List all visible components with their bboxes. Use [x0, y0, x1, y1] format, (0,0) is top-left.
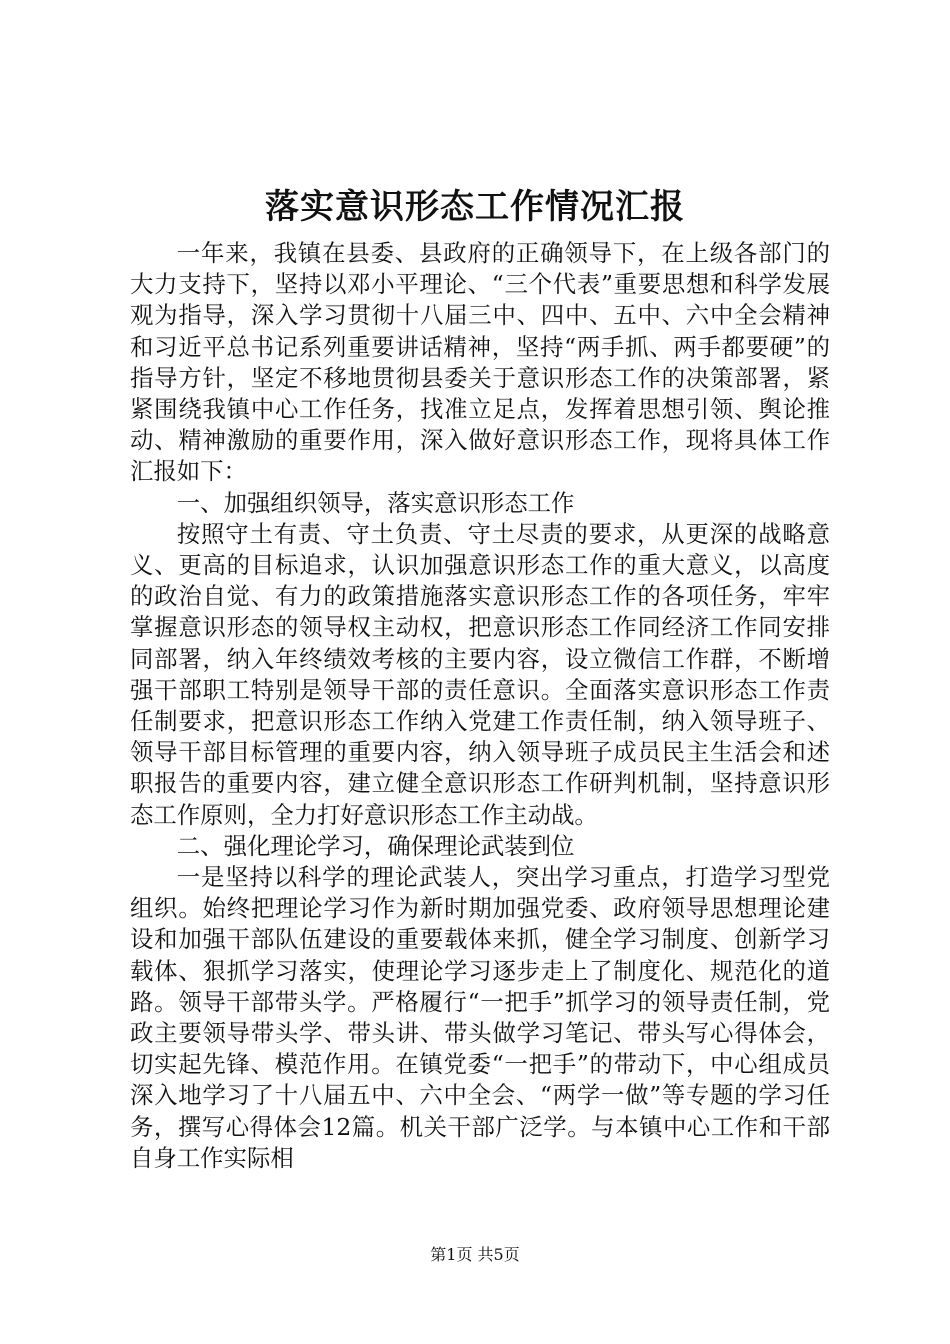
- document-title: 落实意识形态工作情况汇报: [265, 187, 685, 227]
- section-heading-2: 二、强化理论学习，确保理论武装到位: [176, 831, 575, 860]
- section-2-paragraph: 一是坚持以科学的理论武装人，突出学习重点，打造学习型党组织。始终把理论学习作为新时期加强党委、政府领导思想理论建设和加强干部队伍建设的重要载体来抓，健全学习制度、创新学习载体、狠抓学习落实，使理论学习逐步走上了制度化、规范化的道路。领导干部带头学。严格履行“一把手”抓学习的领导责任制，党政主要领导带头学、带头讲、带头做学习笔记、带头写心得体会，切实起先锋、模范作用。在镇党委“一把手”的带动下，中心组成员深入地学习了十八届五中、六中全会、“两学一做”等专题的学习任务，撰写心得体会12篇。机关干部广泛学。与本镇中心工作和干部自身工作实际相: [130, 863, 830, 1172]
- document-body: [130, 238, 830, 1174]
- section-heading-1: 一、加强组织领导，落实意识形态工作: [176, 488, 575, 517]
- intro-paragraph: 一年来，我镇在县委、县政府的正确领导下，在上级各部门的大力支持下，坚持以邓小平理论、“三个代表”重要思想和科学发展观为指导，深入学习贯彻十八届三中、四中、五中、六中全会精神和习近平总书记系列重要讲话精神，坚持“两手抓、两手都要硬”的指导方针，坚定不移地贯彻县委关于意识形态工作的决策部署，紧紧围绕我镇中心工作任务，找准立足点，发挥着思想引领、舆论推动、精神激励的重要作用，深入做好意识形态工作，现将具体工作汇报如下：: [130, 239, 830, 486]
- section-1-paragraph: 按照守土有责、守土负责、守土尽责的要求，从更深的战略意义、更高的目标追求，认识加强意识形态工作的重大意义，以高度的政治自觉、有力的政策措施落实意识形态工作的各项任务，牢牢掌握意识形态的领导权主动权，把意识形态工作同经济工作同安排同部署，纳入年终绩效考核的主要内容，设立微信工作群，不断增强干部职工特别是领导干部的责任意识。全面落实意识形态工作责任制要求，把意识形态工作纳入党建工作责任制，纳入领导班子、领导干部目标管理的重要内容，纳入领导班子成员民主生活会和述职报告的重要内容，建立健全意识形态工作研判机制，坚持意识形态工作原则，全力打好意识形态工作主动战。: [130, 519, 830, 829]
- page-footer: 第1页 共5页: [430, 1245, 520, 1264]
